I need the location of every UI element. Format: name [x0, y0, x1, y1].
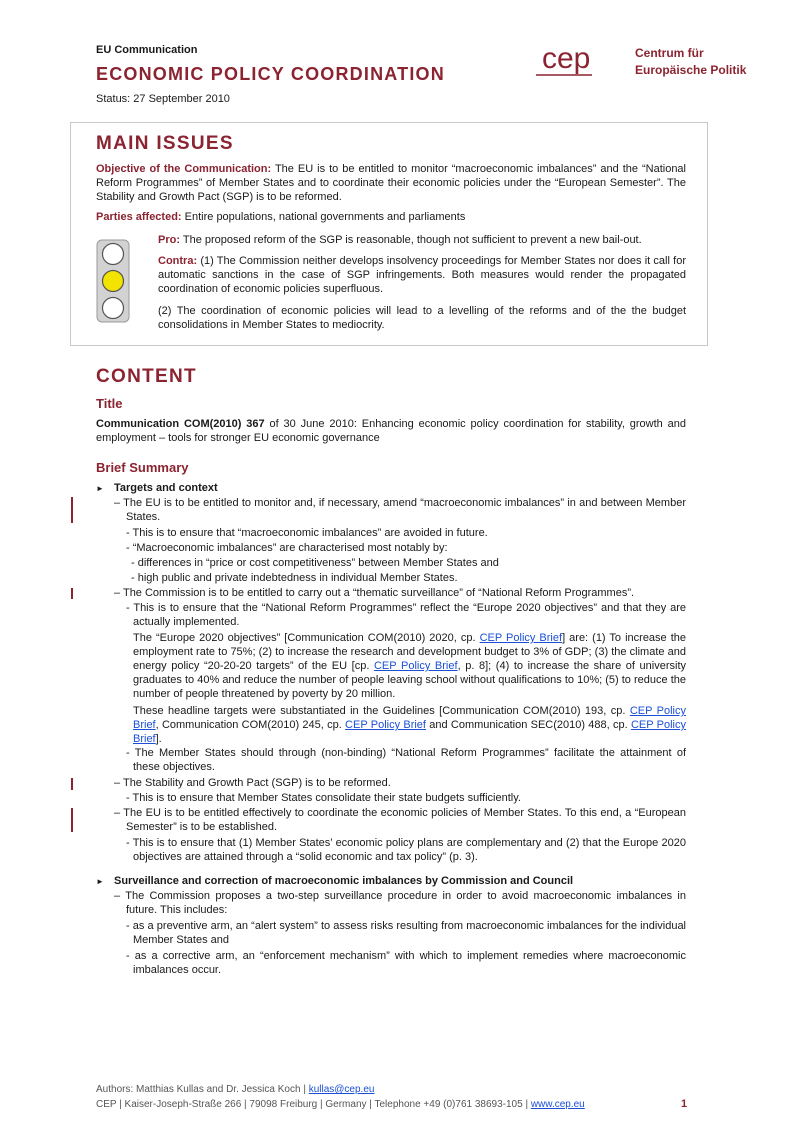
text: , p. 8]; (4) to increase the share of university graduates to 40% and reduce the number of people leaving school without qualifications to 10%; (5) to reduce the number of people threatened by poverty by 20 million.: [133, 660, 687, 700]
list-item: - differences in “price or cost competitiveness” between Member States and: [131, 557, 499, 569]
text: and Communication SEC(2010) 488, cp.: [426, 719, 631, 731]
summary-heading: Brief Summary: [96, 460, 189, 475]
objective-text: The EU is to be entitled to monitor “macroeconomic imbalances” and the “National Reform Programmes” of Member States and to coordinate their economic policies under the “European Semester”. The Stability and Growth Pact (SGP) is to be reformed.: [96, 163, 686, 203]
pro-paragraph: [158, 233, 686, 247]
footer-address: [96, 1099, 585, 1110]
author-email-link[interactable]: kullas@cep.eu: [308, 1084, 375, 1095]
website-link[interactable]: www.cep.eu: [530, 1099, 585, 1110]
contra-text-2: (2) The coordination of economic policies will lead to a levelling of the reforms and of the the budget consolidations in Member States to mediocrity.: [158, 305, 686, 331]
change-marker: [71, 588, 73, 599]
title-heading: Title: [96, 396, 123, 411]
parties-label: Parties affected:: [96, 211, 182, 223]
list-item: – The Stability and Growth Pact (SGP) is to be reformed.: [114, 777, 391, 789]
guidelines-paragraph: [133, 704, 686, 746]
list-item: - This is to ensure that (1) Member States’ economic policy plans are complementary and (2) that the Europe 2020 objectives are attained through a “solid economic and tax policy” (p. 3).: [126, 837, 686, 863]
address-text: CEP | Kaiser-Joseph-Straße 266 | 79098 Freiburg | Germany | Telephone +49 (0)761 38693-105 |: [96, 1099, 531, 1110]
pro-label: Pro:: [158, 234, 180, 246]
org-name-line2: Europäische Politik: [635, 63, 747, 77]
series-label: EU Communication: [96, 44, 198, 56]
europe-2020-paragraph: [133, 631, 686, 701]
text: The “Europe 2020 objectives” [Communication COM(2010) 2020, cp.: [133, 632, 480, 644]
text: These headline targets were substantiated in the Guidelines [Communication COM(2010) 193, cp.: [133, 705, 630, 717]
objective-paragraph: [96, 162, 686, 204]
list-item: - This is to ensure that Member States consolidate their state budgets sufficiently.: [126, 792, 521, 804]
list-item: - as a corrective arm, an “enforcement mechanism” with which to implement remedies where macroeconomic imbalances occur.: [126, 950, 686, 976]
traffic-light-icon: [96, 239, 130, 323]
change-marker: [71, 778, 73, 790]
list-item: – The Commission proposes a two-step surveillance procedure in order to avoid macroeconomic imbalances in future. This includes:: [114, 890, 686, 916]
cep-policy-brief-link[interactable]: CEP Policy Brief: [479, 632, 563, 644]
list-item: - “Macroeconomic imbalances” are characterised most notably by:: [126, 542, 448, 554]
document-title: ECONOMIC POLICY COORDINATION: [96, 64, 445, 84]
logo-text: cep: [542, 42, 591, 75]
list-item: – The EU is to be entitled to monitor and, if necessary, amend “macroeconomic imbalances” in and between Member States.: [114, 497, 686, 523]
content-heading: CONTENT: [96, 366, 197, 387]
pro-text: The proposed reform of the SGP is reasonable, though not sufficient to prevent a new bail-out.: [180, 234, 642, 246]
list-item: - The Member States should through (non-binding) “National Reform Programmes” facilitate the attainment of these objectives.: [126, 747, 686, 773]
cep-policy-brief-link[interactable]: CEP Policy Brief: [133, 705, 686, 731]
title-rest: of 30 June 2010: Enhancing economic policy coordination for stability, growth and employment – tools for stronger EU economic governance: [96, 418, 686, 444]
text: ].: [155, 733, 162, 745]
cep-policy-brief-link[interactable]: CEP Policy Brief: [345, 719, 426, 731]
cep-policy-brief-link[interactable]: CEP Policy Brief: [133, 719, 686, 745]
org-name: [635, 45, 746, 79]
list-item: - as a preventive arm, an “alert system” to assess risks resulting from macroeconomic imbalances for the individual Member States and: [126, 920, 686, 946]
contra-paragraph: [158, 254, 686, 296]
bullet-arrow-icon: ►: [96, 877, 104, 886]
parties-paragraph: [96, 210, 686, 224]
list-item: – The Commission is to be entitled to carry out a “thematic surveillance” of “National Reform Programmes”.: [114, 587, 635, 599]
list-item: - high public and private indebtedness in individual Member States.: [131, 572, 458, 584]
contra-text-1: (1) The Commission neither develops insolvency proceedings for Member States nor does it call for automatic sanctions in the case of SGP infringements. Both measures would render the propagated coordination of economic policies superfluous.: [158, 255, 686, 295]
cep-logo: [532, 40, 627, 85]
parties-text: Entire populations, national governments and parliaments: [181, 211, 466, 223]
text: ] are: (1) To increase the employment rate to 75%; (2) to increase the research and development budget to 3% of GDP; (3) the climate and energy policy “20-20-20 targets” of the EU [cp.: [133, 632, 686, 672]
bullet-arrow-icon: ►: [96, 484, 104, 493]
text: , Communication COM(2010) 245, cp.: [155, 719, 346, 731]
change-marker: [71, 497, 73, 523]
footer-authors: [96, 1084, 374, 1095]
section-targets-heading: Targets and context: [114, 482, 218, 494]
contra-label: Contra:: [158, 255, 198, 267]
change-marker: [71, 808, 73, 832]
objective-label: Objective of the Communication:: [96, 163, 272, 175]
list-item: - This is to ensure that the “National Reform Programmes” reflect the “Europe 2020 objectives” and that they are actually implemented.: [126, 602, 686, 628]
section-surveillance-heading: Surveillance and correction of macroeconomic imbalances by Commission and Council: [114, 875, 574, 887]
org-name-line1: Centrum für: [635, 46, 704, 60]
cep-policy-brief-link[interactable]: CEP Policy Brief: [373, 660, 458, 672]
authors-text: Authors: Matthias Kullas and Dr. Jessica Koch |: [96, 1084, 309, 1095]
list-item: - This is to ensure that “macroeconomic imbalances” are avoided in future.: [126, 527, 488, 539]
status-date: Status: 27 September 2010: [96, 93, 230, 105]
main-issues-heading: MAIN ISSUES: [96, 133, 234, 154]
title-paragraph: [96, 417, 686, 445]
list-item: – The EU is to be entitled effectively to coordinate the economic policies of Member States. To this end, a “European Semester” is to be established.: [114, 807, 686, 833]
page-number: 1: [681, 1098, 688, 1110]
title-bold: Communication COM(2010) 367: [96, 418, 265, 430]
